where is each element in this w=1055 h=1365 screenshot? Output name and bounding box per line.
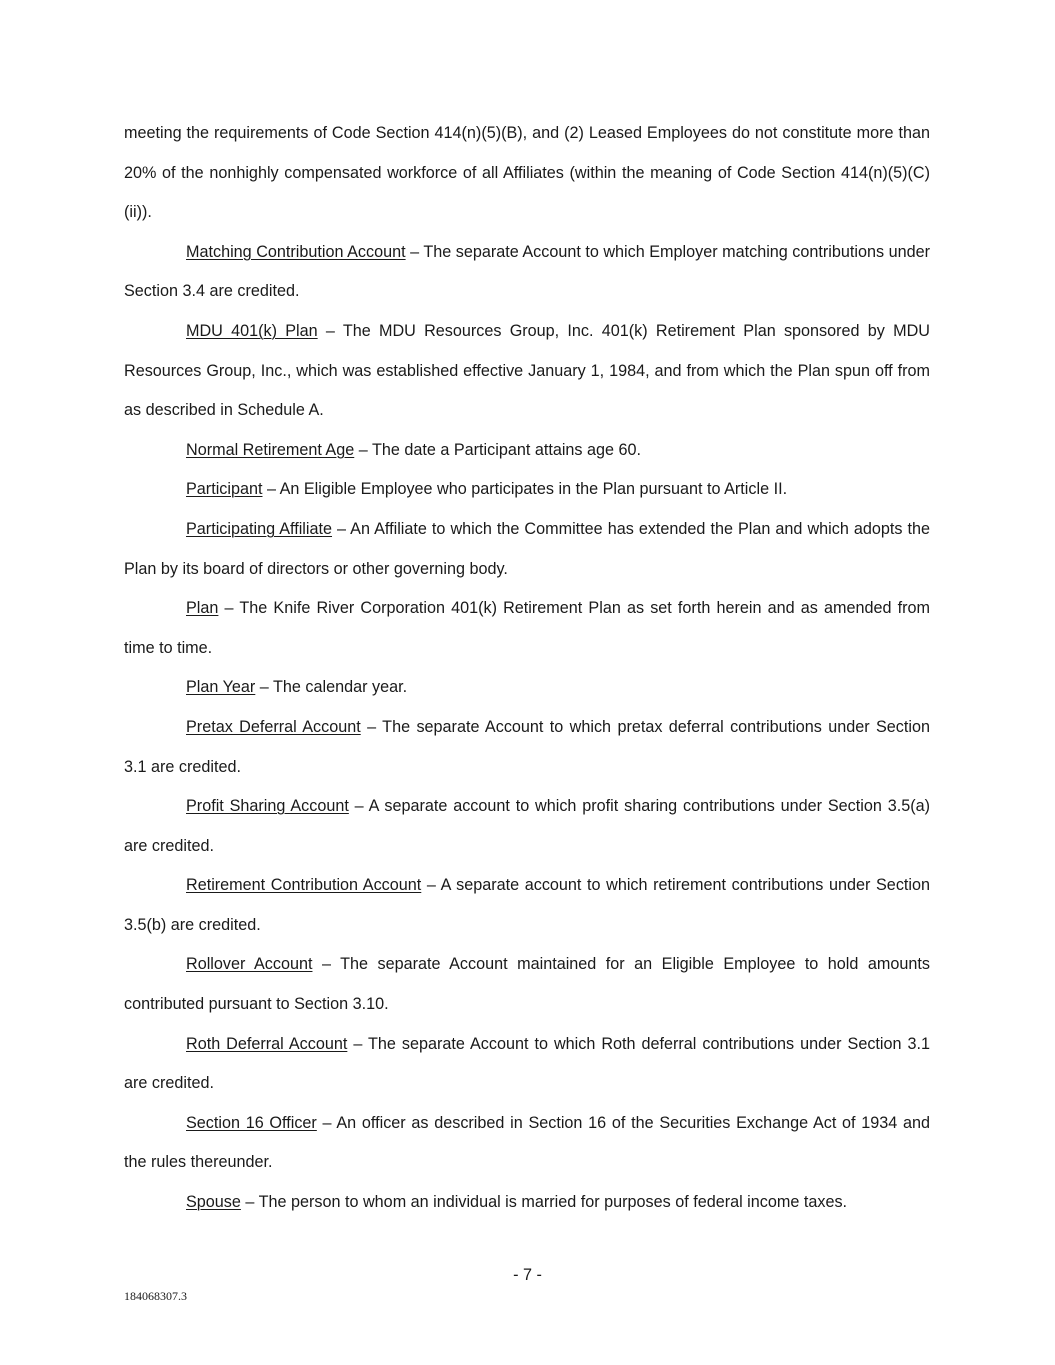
definition-mdu-401k-plan (124, 312, 930, 431)
definition-text: – The date a Participant attains age 60. (354, 440, 642, 459)
definition-term: Pretax Deferral Account (186, 717, 361, 736)
definition-text: – The separate Account to which Employer matching contributions under Section 3.4 are credited. (124, 242, 931, 301)
definition-pretax-deferral-account (124, 708, 930, 787)
definition-spouse (124, 1183, 930, 1223)
definition-term: Rollover Account (186, 955, 313, 974)
definition-term: MDU 401(k) Plan (186, 321, 318, 340)
page-number: - 7 - (513, 1266, 542, 1284)
definition-participant (124, 470, 930, 510)
definition-text: – The Knife River Corporation 401(k) Retirement Plan as set forth herein and as amended from time to time. (124, 599, 930, 657)
definition-text: – An Affiliate to which the Committee has extended the Plan and which adopts the Plan by its board of directors or other governing body. (124, 519, 930, 578)
definition-term: Participating Affiliate (186, 519, 333, 538)
definition-text: – An officer as described in Section 16 of the Securities Exchange Act of 1934 and the rules thereunder. (124, 1113, 931, 1172)
definition-text: – The person to whom an individual is married for purposes of federal income taxes. (240, 1193, 848, 1212)
definition-term: Section 16 Officer (186, 1113, 317, 1132)
definition-text: – The MDU Resources Group, Inc. 401(k) Retirement Plan sponsored by MDU Resources Group, Inc., which was established effective January 1, 1984, and from which the Plan spun off from as described in Schedule A. (124, 321, 930, 420)
definition-term: Plan Year (186, 678, 256, 697)
definition-retirement-contribution-account (124, 866, 930, 945)
definition-term: Roth Deferral Account (186, 1034, 348, 1053)
definition-text: – The calendar year. (255, 678, 408, 697)
definition-text: – A separate account to which profit sharing contributions under Section 3.5(a) are credited. (124, 797, 930, 855)
continuation-paragraph: meeting the requirements of Code Section 414(n)(5)(B), and (2) Leased Employees do not constitute more than 20% of the nonhighly compensated workforce of all Affiliates (within the meaning of Code Section 414(n)(5)(C)(ii)). (124, 124, 930, 222)
definition-term: Participant (186, 480, 263, 499)
definition-participating-affiliate (124, 510, 930, 589)
definition-plan (124, 589, 930, 668)
definition-term: Matching Contribution Account (186, 242, 406, 261)
definition-text: – The separate Account to which pretax deferral contributions under Section 3.1 are credited. (124, 717, 931, 776)
document-body (124, 114, 930, 1223)
definition-matching-contribution-account (124, 233, 930, 312)
definition-text: – The separate Account to which Roth deferral contributions under Section 3.1 are credited. (124, 1034, 931, 1093)
definition-rollover-account (124, 945, 930, 1024)
definition-section-16-officer (124, 1104, 930, 1183)
definition-roth-deferral-account (124, 1025, 930, 1104)
definition-text: – The separate Account maintained for an Eligible Employee to hold amounts contributed pursuant to Section 3.10. (124, 955, 930, 1014)
definition-text: – A separate account to which retirement contributions under Section 3.5(b) are credited. (124, 876, 931, 934)
definition-normal-retirement-age (124, 431, 930, 471)
definition-term: Profit Sharing Account (186, 797, 349, 816)
definition-term: Normal Retirement Age (186, 440, 355, 459)
definition-term: Retirement Contribution Account (186, 876, 422, 895)
definition-plan-year (124, 668, 930, 708)
definition-text: – An Eligible Employee who participates in the Plan pursuant to Article II. (262, 480, 788, 499)
definition-term: Plan (186, 599, 219, 618)
document-id: 184068307.3 (124, 1289, 187, 1303)
definition-term: Spouse (186, 1193, 241, 1212)
definition-profit-sharing-account (124, 787, 930, 866)
